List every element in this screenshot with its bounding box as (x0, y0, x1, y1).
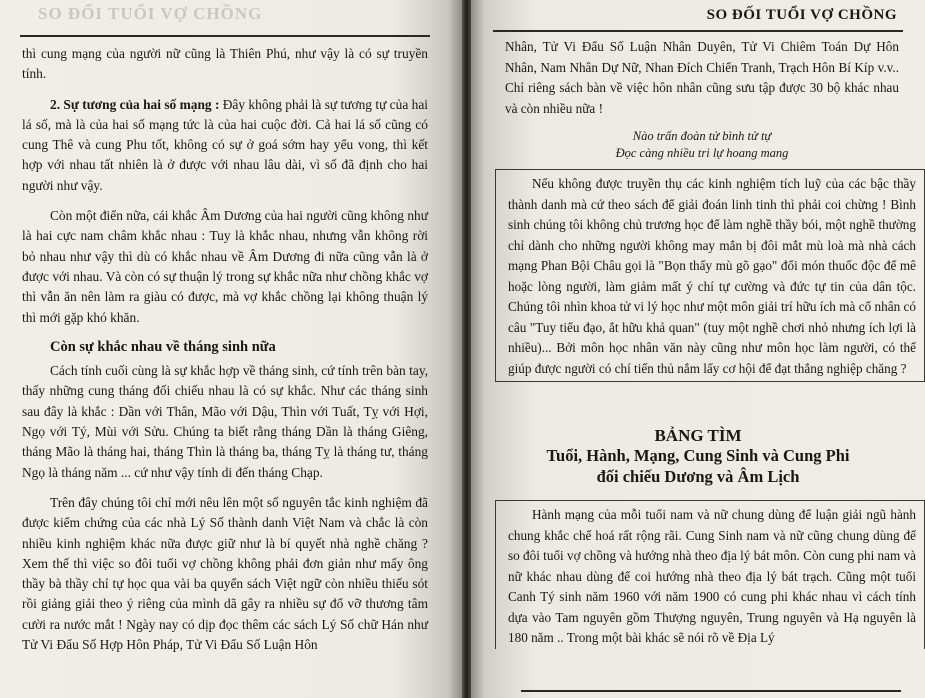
poem (505, 128, 899, 162)
left-paragraph-1: thì cung mạng của người nữ cũng là Thiên Phú, như vậy là có sự truyền tính. (22, 46, 428, 82)
left-page (0, 0, 462, 698)
poem-line-1: Nào trấn đoàn tử bình tử tự (632, 129, 772, 143)
poem-line-2: Đọc càng nhiều tri lự hoang mang (615, 146, 789, 160)
left-text-column (22, 44, 428, 655)
table-title: BẢNG TÌM (654, 426, 742, 445)
bordered-intro-box (495, 500, 925, 649)
left-paragraph-2-body: Đây không phải là sự tương tự của hai lá số, mà là của hai số mạng tức là của hai cuộc đời. Cả hai lá số cũng có cung Thê và cung Phu tốt, không có sự ở goá sớm hay yểu vong, thì kết hợp với nhau tất nhiên là ở được với nhau lâu dài, vì số đã định cho hai người như vậy. (22, 96, 428, 193)
book-gutter (462, 0, 471, 698)
bordered-note-box (495, 169, 925, 382)
table-subtitle-2: đối chiếu Dương và Âm Lịch (596, 467, 800, 486)
left-ghost-header: SO ĐỔI TUỔI VỢ CHỒNG (38, 4, 263, 23)
left-paragraph-5: Trên đây chúng tôi chỉ mới nêu lên một số nguyên tắc kinh nghiệm đã được kiểm chứng của các nhà Lý Số thành danh Việt Nam và chắc là còn nhiều kinh nghiệm khác nữa được giữ như là bí quyết nhà nghề chăng ? Xem thế thì việc so đôi tuổi vợ chồng không phải đơn giản như mấy ông thầy bà thầy chỉ tự học qua vài ba quyển sách Việt ngữ còn nhiều thiếu sót rồi giảng giải theo ý riêng của mình dã gây ra nhiều sự đổ vỡ thương tâm cười ra nước mắt ! Ngày nay có dịp đọc thêm các sách Lý Số chữ Hán như Tử Vi Đẩu Số Hợp Hôn Pháp, Tử Vi Đẩu Số Luận Hôn (22, 494, 428, 653)
right-paragraph-1: Nhân, Tử Vi Đẩu Số Luận Nhân Duyên, Tử Vi Chiêm Toán Dự Hôn Nhân, Nam Nhân Dự Nữ, Nhan Đích Chiến Tranh, Trạch Hôn Bí Kíp v.v.. Chỉ riêng sách bàn về việc hôn nhân cũng sưu tập được 30 bộ khác nhau và còn nhiều nữa ! (505, 39, 899, 116)
left-section-heading: Còn sự khắc nhau về tháng sinh nữa (50, 338, 276, 355)
left-paragraph-3: Còn một điển nữa, cái khắc Âm Dương của hai người cũng không như là hai cực nam châm khắc nhau : Tuy là khắc nhau, nhưng vẫn không rời bỏ nhau như vậy thì dù có khắc nhau về Âm Dương đi nữa cũng vẫn là ở được với nhau. Và còn có sự thuận lý trong sự khắc nữa như chồng khắc vợ thì vẫn ăn nên làm ra giàu có được, mà vợ khắc chồng lại không thuận lý thì mới gặp khó khăn. (22, 208, 428, 325)
table-subtitle-1: Tuổi, Hành, Mạng, Cung Sinh và Cung Phi (546, 446, 850, 465)
box2-paragraph: Hành mạng của mỗi tuổi nam và nữ chung dùng để luận giải ngũ hành chung khắc chế hoá rất rộng rãi. Cung Sinh nam và nữ cũng chung dùng để so đôi tuổi vợ chồng và hướng nhà theo địa lý bát môn. Còn cung phi nam và nữ khác nhau dùng để coi hướng nhà theo địa lý bát trạch. Cũng một tuổi Canh Tý sinh năm 1960 với năm 1900 có cung phi khác nhau vì cách tính dựa vào Tam nguyên gồm Thượng nguyên, Trung nguyên và Hạ nguyên là 180 năm .. Trong một bài khác sẽ nói rõ về Địa Lý (508, 507, 916, 645)
left-paragraph-2-heading: 2. Sự tương của hai số mạng : (50, 96, 220, 112)
box-paragraph: Nếu không được truyền thụ các kinh nghiệm tích luỹ của các bậc thầy thành danh mà cứ theo sách để giải đoán linh tinh thì phải coi chừng ! Bình sinh chúng tôi không chủ trương học để làm nghề thầy bói, một nghề thường chỉ dành cho những người không may mắn bị đôi mắt mù loà mà nhà cách mạng Phan Bội Châu gọi là "Bọn thấy mù gõ gạo" đổi món thuốc độc để mê hoặc lòng người, làm giảm mất ý chí tự cường và đức tự tin của dân tộc. Chúng tôi nhìn khoa tử vi lý học như một môn giải trí hữu ích mà cổ nhân có câu "Tuy tiểu đạo, ắt hữu khả quan" (tuy một nghề chơi nhỏ nhưng ích lợi là nhiều)... Bởi môn học nhân văn này cũng như môn học làm người, có thể giúp được người có chí tiến thủ nắm lấy cơ hội để đạt thắng nghiệp chăng ? (508, 176, 916, 376)
left-paragraph-4: Cách tính cuối cùng là sự khắc hợp về tháng sinh, cứ tính trên bàn tay, thấy những cung tháng đối chiếu nhau là có sự khắc. Như các tháng sinh sau đây là khắc : Dần với Thân, Mão với Dậu, Thìn với Tuất, Tỵ với Hợi, Ngọ với Tý, Mùi với Sửu. Chúng ta biết rằng tháng Dần là tháng Giêng, tháng Mão là tháng hai, tháng Thìn là tháng ba, tháng Tỵ là tháng tư, tháng Ngọ là tháng năm ... cứ như vậy tính di đến tháng Chạp. (22, 363, 428, 480)
left-header-rule (20, 35, 430, 37)
right-header-rule (493, 30, 903, 32)
right-page (471, 0, 925, 698)
right-running-header: SO ĐỐI TUỔI VỢ CHỒNG (706, 7, 897, 23)
left-paragraph-2 (22, 95, 428, 196)
right-text-column (505, 37, 899, 169)
right-bottom-rule (521, 690, 901, 692)
